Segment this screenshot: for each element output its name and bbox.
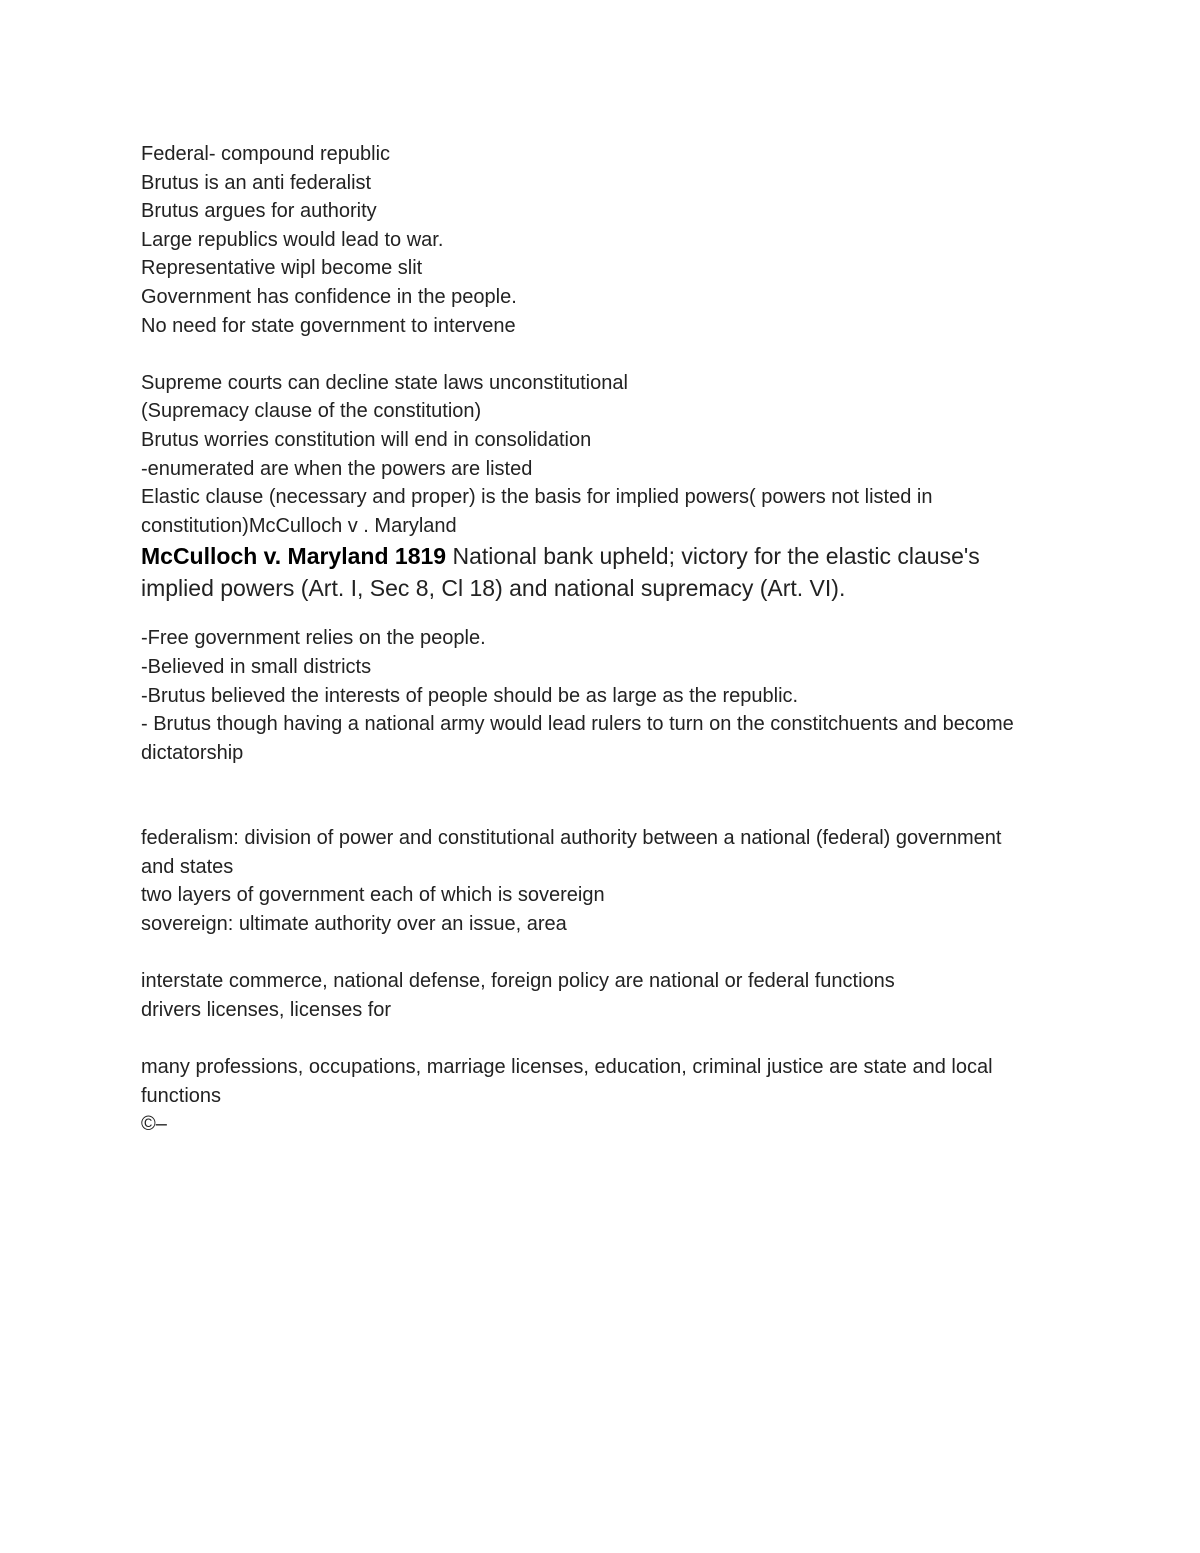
text-line: Representative wipl become slit	[141, 257, 423, 280]
case-name: McCulloch v. Maryland 1819	[141, 543, 447, 570]
professions-line: many professions, occupations, marriage licenses, education, criminal justice are state and local functions	[141, 1056, 993, 1107]
text-line: two layers of government each of which is sovereign	[141, 884, 605, 907]
paragraph-gap	[141, 1024, 1021, 1053]
text-line: Brutus is an anti federalist	[141, 171, 372, 194]
text-line: Government has confidence in the people.	[141, 285, 517, 308]
text-line: interstate commerce, national defense, foreign policy are national or federal functions	[141, 970, 895, 993]
text-line: -Brutus believed the interests of people should be as large as the republic.	[141, 684, 799, 707]
text-line: No need for state government to intervene	[141, 314, 516, 337]
paragraph-gap	[141, 767, 1021, 824]
text-line: Supreme courts can decline state laws unconstitutional	[141, 371, 628, 394]
army-line: - Brutus though having a national army would lead rulers to turn on the constitchuents and become dictatorship	[141, 713, 1014, 764]
paragraph-gap	[141, 939, 1021, 968]
case-text: National bank upheld; victory for the elastic clause's implied powers (Art. I, Sec 8, Cl 18) and national supremacy (Art. VI).	[141, 543, 980, 602]
text-line: -enumerated are when the powers are listed	[141, 457, 533, 480]
document-body	[141, 140, 1021, 1139]
text-line: -Believed in small districts	[141, 655, 372, 678]
text-line: Brutus worries constitution will end in consolidation	[141, 428, 592, 451]
paragraph-gap	[141, 604, 1021, 624]
case-paragraph	[141, 540, 1021, 604]
federalism-definition: federalism: division of power and constitutional authority between a national (federal) government and states	[141, 827, 1002, 878]
text-line: -Free government relies on the people.	[141, 627, 486, 650]
copyright-mark: ©–	[141, 1113, 167, 1136]
text-line: Large republics would lead to war.	[141, 228, 444, 251]
text-line: (Supremacy clause of the constitution)	[141, 400, 482, 423]
elastic-clause-line: Elastic clause (necessary and proper) is the basis for implied powers( powers not listed in constitution)McCulloch v . Maryland	[141, 486, 933, 537]
text-line: drivers licenses, licenses for	[141, 998, 392, 1021]
text-line: sovereign: ultimate authority over an issue, area	[141, 913, 567, 936]
text-line: Brutus argues for authority	[141, 200, 377, 223]
paragraph-gap	[141, 340, 1021, 369]
text-line: Federal- compound republic	[141, 143, 391, 165]
